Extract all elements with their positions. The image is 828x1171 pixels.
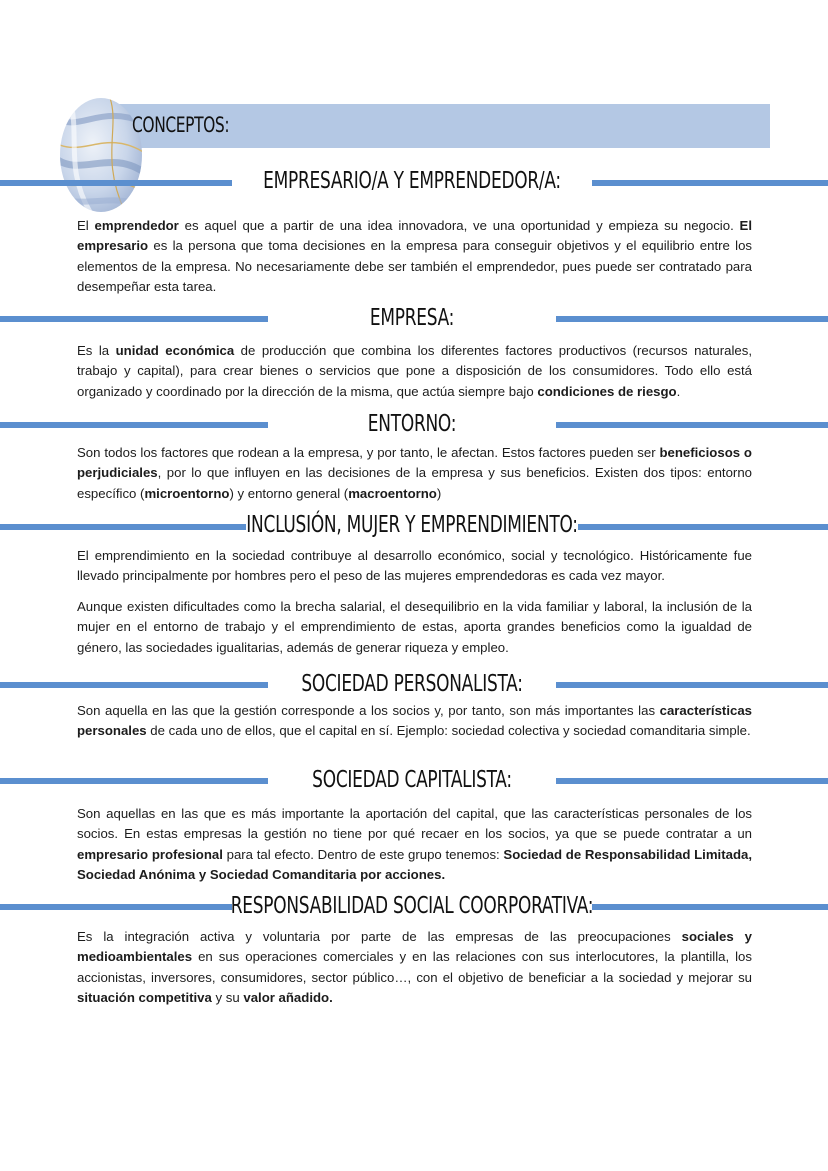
bold-text: situación competitiva xyxy=(77,989,212,1005)
text-run: Aunque existen dificultades como la brecha salarial, el desequilibrio en la vida familiar y laboral, la inclusión de la mujer en el entorno de trabajo y el emprendimiento de estas, aporta grandes beneficios como la igualdad de género, las sociedades igualitarias, además de generar riqueza y empleo. xyxy=(77,599,752,655)
section-rule-right xyxy=(556,682,828,688)
bold-text: El empresario xyxy=(77,218,753,254)
text-run: El emprendimiento en la sociedad contribuye al desarrollo económico, social y tecnológico. Históricamente fue llevado principalmente por hombres pero el peso de las mujeres emprendedoras es cada vez mayor. xyxy=(77,548,752,584)
section-title: EMPRESA: xyxy=(369,305,455,331)
section-rule-right xyxy=(592,904,828,910)
text-run: en sus operaciones comerciales y en las relaciones con sus interlocutores, la plantilla, los accionistas, inversores, consumidores, sector público…, con el objetivo de beneficiar a la sociedad y mejorar su xyxy=(77,949,752,985)
text-run: , por lo que influyen en las decisiones de la empresa y sus beneficios. Existen dos tipos: entorno específico ( xyxy=(77,465,752,501)
text-run: . xyxy=(676,383,681,399)
section-rule-right xyxy=(592,180,828,186)
text-run: es la persona que toma decisiones en la empresa para conseguir objetivos y el equilibrio entre los elementos de la empresa. No necesariamente debe ser también el emprendedor, pues puede ser contratado para desempeñar esta tarea. xyxy=(77,238,752,294)
text-run: El xyxy=(77,218,95,233)
text-run: Es la xyxy=(77,343,116,358)
section-paragraph xyxy=(77,701,752,742)
marble-decoration-icon xyxy=(60,98,142,212)
text-run: de cada uno de ellos, que el capital en sí. Ejemplo: sociedad colectiva y sociedad comanditaria simple. xyxy=(146,723,751,739)
section-rule-left xyxy=(0,180,232,186)
section-rule-right xyxy=(578,524,828,530)
text-run: y su xyxy=(211,989,244,1005)
section-paragraph xyxy=(77,927,752,1008)
section-title: RESPONSABILIDAD SOCIAL COORPORATIVA: xyxy=(230,893,594,919)
bold-text: microentorno xyxy=(144,485,230,501)
section-rule-right xyxy=(556,778,828,784)
section-paragraph xyxy=(77,341,752,402)
bold-text: Sociedad de Responsabilidad Limitada, Sociedad Anónima y Sociedad Comanditaria por acciones. xyxy=(77,846,752,882)
text-run: ) xyxy=(436,485,442,501)
section-rule-left xyxy=(0,524,246,530)
section-paragraph xyxy=(77,546,752,587)
section-rule-right xyxy=(556,422,828,428)
page-title: CONCEPTOS: xyxy=(132,113,230,137)
text-run: Son aquellas en las que es más importante la aportación del capital, que las características personales de los socios. En estas empresas la gestión no tiene por qué recaer en los socios, ya que se puede contratar a un xyxy=(77,806,752,842)
section-rule-left xyxy=(0,904,232,910)
bold-text: características personales xyxy=(77,703,752,739)
section-title: ENTORNO: xyxy=(367,411,457,437)
text-run: es aquel que a partir de una idea innovadora, ve una oportunidad y empieza su negocio. xyxy=(178,218,740,233)
section-paragraph xyxy=(77,443,752,504)
section-title: SOCIEDAD CAPITALISTA: xyxy=(312,767,512,793)
bold-text: beneficiosos o perjudiciales xyxy=(77,445,752,481)
section-rule-left xyxy=(0,778,268,784)
section-rule-left xyxy=(0,316,268,322)
bold-text: sociales y medioambientales xyxy=(77,929,752,965)
section-rule-right xyxy=(556,316,828,322)
bold-text: macroentorno xyxy=(348,485,437,501)
text-run: para tal efecto. Dentro de este grupo tenemos: xyxy=(222,846,504,862)
text-run: ) y entorno general ( xyxy=(229,485,349,501)
section-paragraph xyxy=(77,804,752,885)
section-title: SOCIEDAD PERSONALISTA: xyxy=(301,671,523,697)
section-title: INCLUSIÓN, MUJER Y EMPRENDIMIENTO: xyxy=(246,512,578,538)
section-paragraph xyxy=(77,597,752,658)
bold-text: unidad económica xyxy=(115,343,235,358)
section-rule-left xyxy=(0,682,268,688)
bold-text: empresario profesional xyxy=(77,846,223,862)
section-title: EMPRESARIO/A Y EMPRENDEDOR/A: xyxy=(263,168,561,194)
bold-text: emprendedor xyxy=(94,218,179,233)
bold-text: valor añadido. xyxy=(243,989,333,1005)
bold-text: condiciones de riesgo xyxy=(537,383,677,399)
text-run: Es la integración activa y voluntaria por parte de las empresas de las preocupaciones xyxy=(77,929,682,944)
section-rule-left xyxy=(0,422,268,428)
section-paragraph xyxy=(77,216,752,297)
text-run: de producción que combina los diferentes factores productivos (recursos naturales, trabajo y capital), para crear bienes o servicios que pone a disposición de los consumidores. Todo ello está organizado y coordinado por la dirección de la misma, que actúa siempre bajo xyxy=(77,343,752,399)
text-run: Son aquella en las que la gestión corresponde a los socios y, por tanto, son más importantes las xyxy=(77,703,660,718)
text-run: Son todos los factores que rodean a la empresa, y por tanto, le afectan. Estos factores pueden ser xyxy=(77,445,660,460)
